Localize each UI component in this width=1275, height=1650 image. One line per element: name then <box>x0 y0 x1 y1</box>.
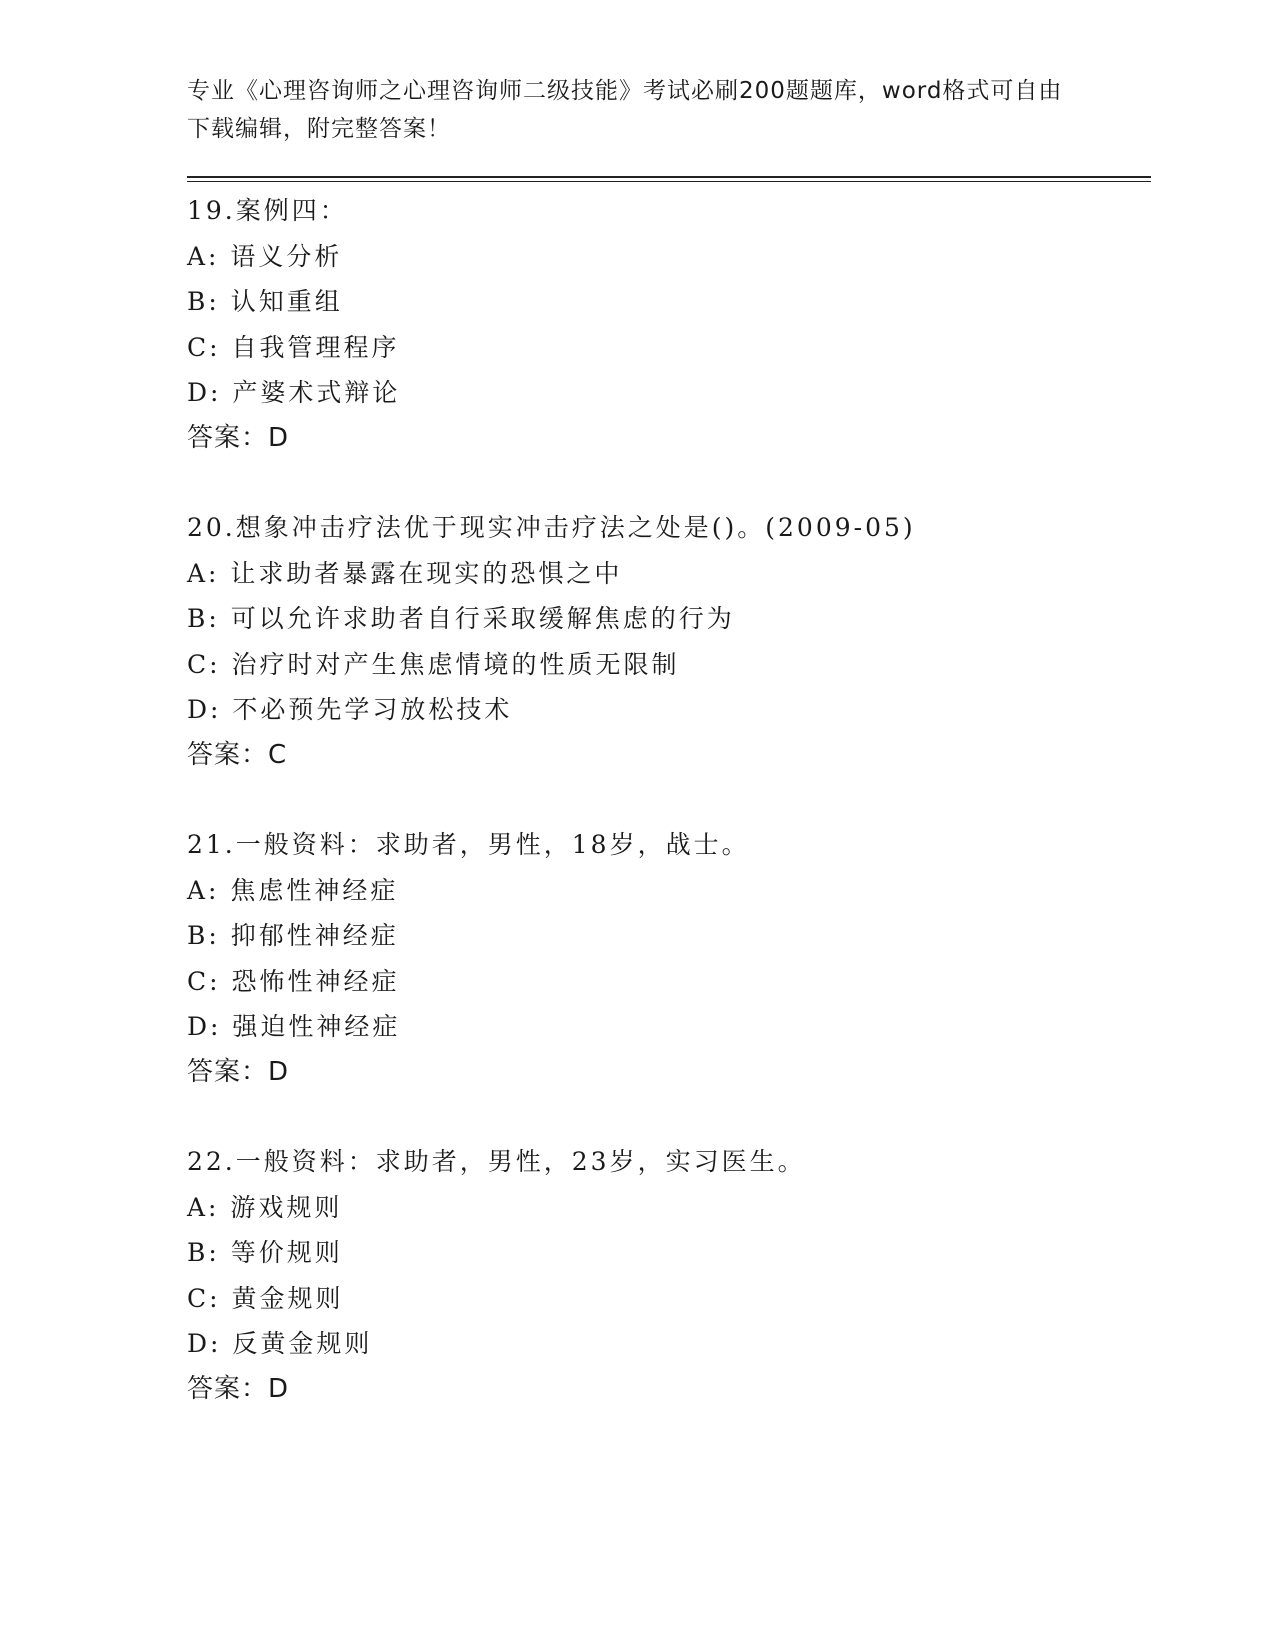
option-b: B: 认知重组 <box>187 287 343 316</box>
option-d: D: 反黄金规则 <box>187 1329 373 1358</box>
option-a: A: 游戏规则 <box>187 1192 343 1222</box>
option-c: C: 黄金规则 <box>187 1283 344 1313</box>
option-b: B: 等价规则 <box>187 1238 343 1267</box>
option-a: A: 让求助者暴露在现实的恐惧之中 <box>187 558 623 588</box>
option-a: A: 语义分析 <box>187 241 343 271</box>
answer: 答案：D <box>187 1373 290 1404</box>
question-22 <box>187 1139 1137 1412</box>
question-21 <box>187 822 1137 1095</box>
header-divider <box>187 176 1151 182</box>
question-20 <box>187 505 1137 778</box>
document-header: 专业《心理咨询师之心理咨询师二级技能》考试必刷200题题库，word格式可自由下载编辑，附完整答案！ <box>187 78 1063 142</box>
option-d: D: 产婆术式辩论 <box>187 378 401 407</box>
answer: 答案：D <box>187 422 290 453</box>
answer: 答案：D <box>187 1056 290 1087</box>
option-c: C: 自我管理程序 <box>187 332 400 362</box>
option-a: A: 焦虑性神经症 <box>187 875 399 905</box>
option-d: D: 不必预先学习放松技术 <box>187 695 513 724</box>
question-stem: 20.想象冲击疗法优于现实冲击疗法之处是()。(2009-05) <box>187 513 916 542</box>
question-19 <box>187 188 1137 461</box>
answer: 答案：C <box>187 739 288 770</box>
option-b: B: 可以允许求助者自行采取缓解焦虑的行为 <box>187 604 735 633</box>
option-d: D: 强迫性神经症 <box>187 1012 401 1041</box>
question-stem: 21.一般资料：求助者，男性，18岁，战士。 <box>187 830 750 859</box>
option-c: C: 恐怖性神经症 <box>187 966 400 996</box>
question-stem: 22.一般资料：求助者，男性，23岁，实习医生。 <box>187 1147 806 1176</box>
question-stem: 19.案例四： <box>187 196 348 225</box>
option-c: C: 治疗时对产生焦虑情境的性质无限制 <box>187 649 680 679</box>
question-list <box>187 188 1137 1456</box>
option-b: B: 抑郁性神经症 <box>187 921 399 950</box>
